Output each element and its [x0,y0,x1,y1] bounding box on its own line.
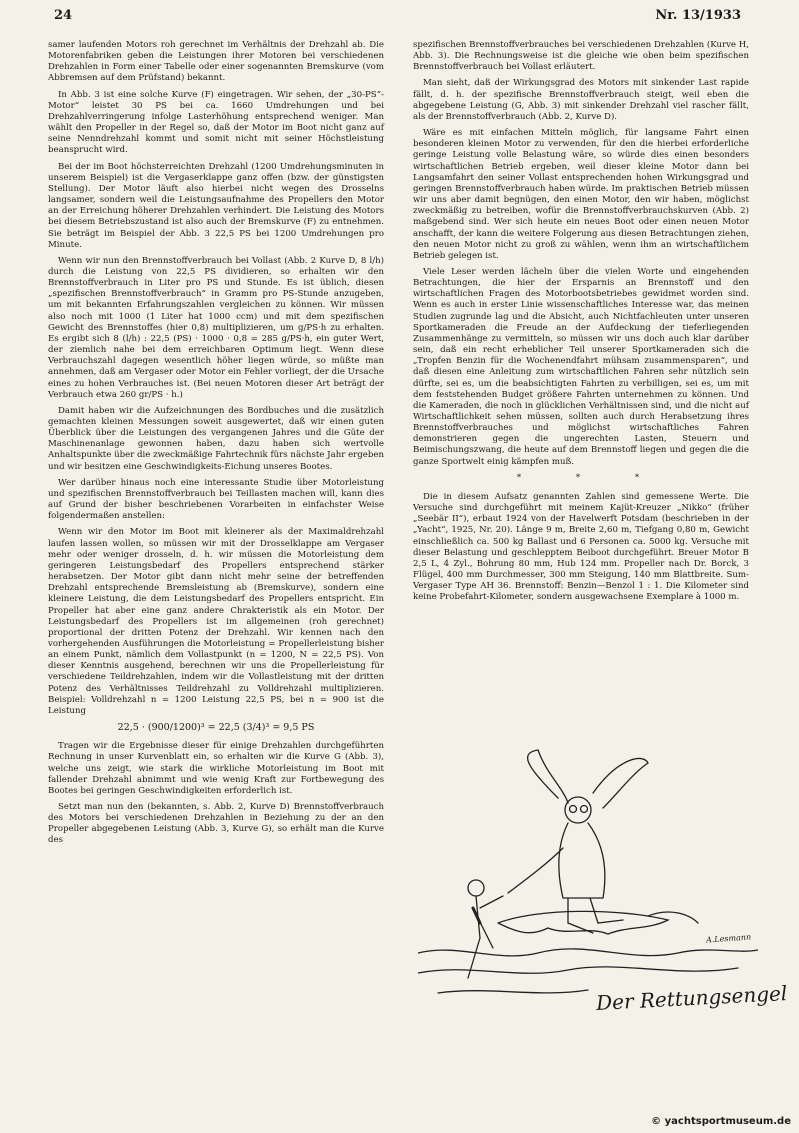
paragraph: spezifischen Brennstoffverbrauches bei verschiedenen Drehzahlen (Kurve H, Abb. 3). Die Rechnungsweise ist die gleiche wie oben beim spezifischen Brennstoffverbrauch bei Vollast erläutert. [413,40,749,73]
sea-surface [418,949,758,956]
paragraph: Tragen wir die Ergebnisse dieser für einige Drehzahlen durchgeführten Rechnung in unser Kurvenblatt ein, so erhalten wir die Kurve G (Abb. 3), welche uns zeigt, wie stark die wirkliche Motorleistung im Boot mit fallender Drehzahl abnimmt und wie wenig Kraft zur Fortbewegung des Bootes bei geringen Geschwindigkeiten erforderlich ist. [48,741,384,796]
artist-signature: A.Lesmann [705,932,752,945]
paragraph: Damit haben wir die Aufzeichnungen des Bordbuches und die zusätzlich gemachten kleinen Messungen soweit ausgewertet, daß wir einen guten Überblick über die Leistungen des vergangenen Jahres und die Güte der Maschinenanlage gewonnen haben, dazu haben sich wertvolle Anhaltspunkte über die zweckmäßige Fahrtechnik fürs nächste Jahr ergeben und wir besitzen eine Geschwindigkeits-Eichung unseres Bootes. [48,405,384,472]
paragraph: In Abb. 3 ist eine solche Kurve (F) eingetragen. Wir sehen, der „30-PS“-Motor“ leistet 30 PS bei ca. 1660 Umdrehungen und bei Drehzahlverringerung infolge Lasterhöhung entsprechend weniger. Man wählt den Propeller in der Regel so, daß der Motor im Boot nicht ganz auf seine Nenndrehzahl kommt und somit nicht mit seiner Höchstleistung beansprucht wird. [48,89,384,156]
right-column [413,40,749,609]
copyright-footer: © yachtsportmuseum.de [651,1116,791,1127]
paragraph: Bei der im Boot höchsterreichten Drehzahl (1200 Umdrehungsminuten in unserem Beispiel) ist die Vergaserklappe ganz offen (bzw. der günstigsten Stellung). Der Motor läuft also hierbei nicht wegen des Drosselns langsamer, sondern weil die Leistungsaufnahme des Propellers den Motor an der Erreichung höherer Drehzahlen verhindert. Die Leistung des Motors bei diesem Betriebszustand ist also auch der Bremskurve (F) zu entnehmen. Sie beträgt im Beispiel der Abb. 3 22,5 PS bei 1200 Umdrehungen pro Minute. [48,161,384,250]
paragraph: Wer darüber hinaus noch eine interessante Studie über Motorleistung und spezifischen Brennstoffverbrauch bei Teillasten machen will, kann dies auf Grund der bisher beschriebenen Vorarbeiten in einfachster Weise folgendermaßen anstellen: [48,477,384,522]
paragraph: Viele Leser werden lächeln über die vielen Worte und eingehenden Betrachtungen, die hier der Ersparnis an Brennstoff und den wirtschaftlichen Fragen des Motorbootsbetriebes gewidmet worden sind. Wenn es auch in erster Linie wissenschaftliches Interesse war, das meinen Studien zugrunde lag und die Absicht, auch Nichtfachleuten unter unseren Sportkameraden die Freude an der Aufdeckung der tieferliegenden Zusammenhänge zu vermitteln, so müssen wir uns doch auch klar darüber sein, daß ein recht erheblicher Teil unserer Sportkameraden sich die „Tropfen Benzin für die Wochenendfahrt mühsam zusammensparen“, und daß diesen eine Anleitung zum wirtschaftlichen Fahren sehr nützlich sein dürfte, sei es, um die beabsichtigten Fahrten zu verbilligen, sei es, um mit dem feststehenden Budget größere Fahrten unternehmen zu können. Und die Kameraden, die noch in glücklichen Verhältnissen sind, und die nicht auf Wirtschaftlichkeit sehen müssen, sollten auch durch Herabsetzung ihres Brennstoffverbrauches und möglichst wirtschaftliches Fahren demonstrieren gegen die ungerechten Lasten, Steuern und Beimischungszwang, die heute auf dem Brennstoff liegen und gegen die die ganze Sportwelt einig kämpfen muß. [413,266,749,467]
paragraph: Man sieht, daß der Wirkungsgrad des Motors mit sinkender Last rapide fällt, d. h. der spezifische Brennstoffverbrauch steigt, weil eben die abgegebene Leistung (G, Abb. 3) mit sinkender Drehzahl viel rascher fällt, als der Brennstoffverbrauch (Abb. 2, Kurve D). [413,78,749,122]
angel-body [559,823,605,898]
issue-number: Nr. 13/1933 [655,8,741,23]
section-divider: * * * [516,472,666,483]
boat-hull [498,911,668,934]
paragraph: Wenn wir nun den Brennstoffverbrauch bei Vollast (Abb. 2 Kurve D, 8 l/h) durch die Leistung von 22,5 PS dividieren, so erhalten wir den Brennstoffverbrauch in Liter pro PS und Stunde. Es ist üblich, diesen „spezifischen Brennstoffverbrauch“ in Gramm pro PS-Stunde anzugeben, um mit bekannten Erfahrungszahlen vergleichen zu können. Wir müssen also noch mit 1000 (1 Liter hat 1000 ccm) und mit dem spezifischen Gewicht des Brennstoffes (hier 0,8) multiplizieren, um g/PS·h zu erhalten. Es ergibt sich 8 (l/h) : 22,5 (PS) · 1000 · 0,8 = 285 g/PS·h, ein guter Wert, der ziemlich nahe bei dem erreichbaren Optimum liegt. Wenn diese Verbrauchszahl dagegen wesentlich höher liegen würde, so müßte man annehmen, daß am Vergaser oder Motor ein Fehler vorliegt, der die Ursache eines zu hohen Verbrauches ist. (Bei neuen Motoren dieser Art beträgt der Verbrauch etwa 260 gr/PS · h.) [48,255,384,400]
illustration-caption: Der Rettungsengel [595,981,788,1015]
paragraph: Setzt man nun den (bekannten, s. Abb. 2, Kurve D) Brennstoffverbrauch des Motors bei verschiedenen Drehzahlen in Beziehung zu der an den Propeller abgegebenen Leistung (Abb. 3, Kurve G), so erhält man die Kurve des [48,802,384,846]
paragraph: Wenn wir den Motor im Boot mit kleinerer als der Maximaldrehzahl laufen lassen wollen, so müssen wir mit der Drosselklappe am Vergaser mehr oder weniger drosseln, d. h. wir müssen die Motorleistung dem geringeren Leistungsbedarf des Propellers entsprechend stärker herabsetzen. Der Motor gibt dann nicht mehr seine der betreffenden Drehzahl entsprechende Bremsleistung ab (Bremskurve), sondern eine kleinere Leistung, die dem Leistungsbedarf des Propellers entspricht. Ein Propeller hat aber eine ganz andere Chrakteristik als ein Motor. Der Leistungsbedarf des Propellers ist im allgemeinen (roh gerechnet) proportional der dritten Potenz der Drehzahl. Wir kennen nach den vorhergehenden Ausführungen die Motorleistung = Propellerleistung bisher an einem Punkt, nämlich dem Vollastpunkt (n = 1200, N = 22,5 PS). Von dieser Kenntnis ausgehend, berechnen wir uns die Propellerleistung für verschiedene Teildrehzahlen, indem wir die Vollastleistung mit der dritten Potenz des Verhältnisses Teildrehzahl zu Volldrehzahl multiplizieren. Beispiel: Volldrehzahl n = 1200 Leistung 22,5 PS, bei n = 900 ist die Leistung [48,527,384,716]
paragraph: Wäre es mit einfachen Mitteln möglich, für langsame Fahrt einen besonderen kleinen Motor zu verwenden, für den die hierbei erforderliche geringe Leistung volle Belastung wäre, so würde dies einen besonders wirtschaftlichen Betrieb ergeben, weil dieser kleine Motor dann bei Langsamfahrt den seiner Vollast entsprechenden hohen Wirkungsgrad und geringen Brennstoffverbrauch haben würde. Im praktischen Betrieb müssen wir uns aber damit begnügen, den einen Motor, den wir haben, möglichst zweckmäßig zu betreiben, wofür die Brennstoffverbrauchskurven (Abb. 2) maßgebend sind. Wer sich heute ein neues Boot oder einen neuen Motor anschafft, der kann die weitere Folgerung aus diesen Betrachtungen ziehen, den neuen Motor nicht zu groß zu wählen, wenn ihm an wirtschaftlichem Betrieb gelegen ist. [413,128,749,261]
power-formula: 22,5 · (900/1200)³ = 22,5 (3/4)³ = 9,5 PS [117,722,315,734]
angel-wing-right [593,758,648,808]
swimmer-head [468,880,484,896]
page-number: 24 [54,8,73,23]
paragraph: Die in diesem Aufsatz genannten Zahlen sind gemessene Werte. Die Versuche sind durchgeführt mit meinem Kajüt-Kreuzer „Nikko“ (früher „Seebär II“), erbaut 1924 von der Havelwerft Potsdam (beschrieben in der „Yacht“, 1925, Nr. 20). Länge 9 m, Breite 2,60 m, Tiefgang 0,80 m, Gewicht einschließlich ca. 500 kg Ballast und 6 Personen ca. 5000 kg. Versuche mit dieser Belastung und geschlepptem Beiboot durchgeführt. Breuer Motor B 2,5 L, 4 Zyl., Bohrung 80 mm, Hub 124 mm. Propeller nach Dr. Borck, 3 Flügel, 400 mm Durchmesser, 300 mm Steigung, 140 mm Blattbreite. Sum-Vergaser Type AH 36. Brennstoff: Benzin—Benzol 1 : 1. Die Kilometer sind keine Probefahrt-Kilometer, sondern ausgewachsene Exemplare à 1000 m. [413,491,749,603]
left-column [48,40,384,852]
paragraph: samer laufenden Motors roh gerechnet im Verhältnis der Drehzahl ab. Die Motorenfabriken geben die Leistungen ihrer Motoren bei verschiedenen Drehzahlen in Form einer Tabelle oder einer sogenannten Bremskurve (vom Abbremsen auf dem Prüfstand) bekannt. [48,40,384,84]
angel-wing-left [528,750,568,803]
